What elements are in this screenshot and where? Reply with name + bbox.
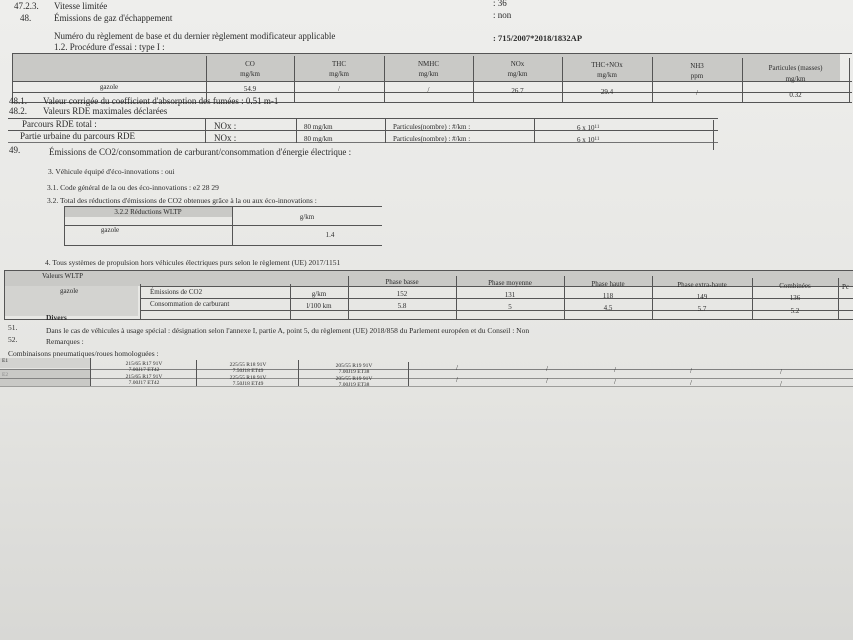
col-nh3-unit: ppm (690, 72, 704, 80)
tyre-slash-2: / (546, 365, 548, 373)
rde-total-nox-value: 80 mg/km (304, 123, 333, 131)
rde-total-particles-label: Particules(nombre) : #/km : (393, 123, 471, 131)
tyre-slash-7: / (546, 377, 548, 385)
tyre-slash-3: / (614, 366, 616, 374)
tyre-r1-size3: 205/55 R19 91V (335, 363, 373, 369)
eco-code: 3.1. Code général de la ou des éco-innovations : e2 28 29 (47, 183, 219, 192)
tyre-slash-1: / (456, 364, 458, 372)
rde-urban-nox-value: 80 mg/km (304, 135, 333, 143)
rde-total-nox-label: NOx : (214, 121, 237, 131)
wltp-co2-combined: 136 (789, 294, 801, 302)
col-particles: Particules (masses) (768, 64, 823, 72)
tyre-r2-rim2: 7.50J18 ET49 (232, 381, 264, 387)
tyre-r1-size1: 215/65 R17 91V (125, 361, 163, 367)
wltp-fuel-unit: l/100 km (306, 302, 332, 310)
tyre-r1-size2: 225/55 R18 91V (229, 362, 267, 368)
speed-limit-value: : 36 (493, 0, 507, 8)
wltp-fuel: gazole (60, 287, 79, 295)
value-thc-nox: 29.4 (600, 88, 614, 96)
remarks-label: Remarques : (46, 337, 84, 346)
wltp-co2-medium: 131 (504, 291, 516, 299)
wltp-title: Valeurs WLTP (42, 272, 84, 280)
item-number-481: 48.1. (9, 96, 27, 106)
exhaust-emissions-value: : non (493, 10, 512, 20)
speed-limit-label: Vitesse limitée (54, 1, 108, 11)
eco-equipped: 3. Véhicule équipé d'éco-innovations : oui (48, 167, 175, 176)
eco-total: 3.2. Total des réductions d'émissions de CO2 obtenues grâce à la ou aux éco-innovations : (47, 196, 317, 205)
rde-urban-particles-label: Particules(nombre) : #/km : (393, 135, 471, 143)
item-number-49: 49. (9, 145, 21, 155)
eco-table-header: 3.2.2 Réductions WLTP (114, 208, 182, 216)
phase-medium: Phase moyenne (488, 279, 532, 287)
rde-urban-particles-value: 6 x $10^{11}$ (577, 136, 600, 144)
tyre-r2-rim1: 7.00J17 ET42 (128, 380, 160, 386)
tyre-r2-rim3: 7.00J19 ET38 (338, 382, 370, 388)
value-nh3: / (696, 89, 698, 97)
rde-urban-nox-label: NOx : (214, 133, 237, 143)
col-nmhc-unit: mg/km (418, 70, 439, 78)
regulation-label: Numéro du règlement de base et du dernier règlement modificateur applicable (54, 31, 336, 41)
item-number-4723: 47.2.3. (14, 1, 39, 11)
rde-urban-label: Partie urbaine du parcours RDE (20, 131, 135, 141)
row-fuel-gazole: gazole (99, 83, 119, 91)
wltp-co2-low: 152 (396, 290, 408, 298)
rde-total-label: Parcours RDE total : (22, 119, 97, 129)
tyre-r1-rim3: 7.00J19 ET38 (338, 369, 370, 375)
col-nox-unit: mg/km (507, 70, 528, 78)
col-co: CO (245, 60, 255, 68)
phase-combined: Combinées (779, 282, 811, 290)
propulsion-heading: 4. Tous systèmes de propulsion hors véhicules électriques purs selon le règlement (UE) 2017/1151 (45, 258, 341, 267)
value-thc: / (338, 85, 340, 93)
col-particles-unit: mg/km (785, 75, 806, 83)
wltp-fuel-low: 5.8 (397, 302, 407, 310)
col-nmhc: NMHC (417, 60, 439, 68)
divers-heading: Divers (46, 313, 67, 322)
eco-row-value: 1.4 (325, 231, 335, 239)
phase-truncated: Pc (842, 283, 849, 291)
eco-table-unit: g/km (299, 213, 315, 221)
value-nox: 26.7 (511, 87, 524, 95)
smoke-absorption-text: Valeur corrigée du coefficient d'absorption des fumées : 0.51 m-1 (43, 96, 279, 106)
wltp-fuel-combined: 5.2 (790, 307, 800, 315)
phase-extra-high: Phase extra-haute (677, 281, 727, 289)
item-number-52: 52. (8, 335, 18, 344)
item-number-51: 51. (8, 323, 18, 332)
wltp-fuel-consumption-label: Consommation de carburant (150, 300, 230, 308)
tyre-slash-5: / (780, 368, 782, 376)
wltp-co2-extra-high: 149 (696, 293, 708, 301)
tyre-combinations-heading: Combinaisons pneumatiques/roues homologuées : (8, 349, 159, 358)
col-thc-nox: THC+NOx (591, 61, 623, 69)
tyre-row1-label: E1 (2, 358, 9, 364)
value-particles: 0.32 (789, 91, 802, 99)
value-co: 54.9 (243, 85, 257, 93)
tyre-r1-rim2: 7.50J18 ET49 (232, 368, 264, 374)
wltp-co2-high: 118 (602, 292, 614, 300)
co2-heading: Émissions de CO2/consommation de carburant/consommation d'énergie électrique : (49, 147, 352, 157)
col-nox: NOx (510, 60, 525, 68)
rde-total-particles-value: 6 x $10^{11}$ (577, 124, 600, 132)
tyre-row2-label: E2 (2, 372, 9, 378)
wltp-co2-unit: g/km (311, 290, 327, 298)
col-thc: THC (332, 60, 346, 68)
item-number-48: 48. (20, 13, 32, 23)
phase-high: Phase haute (591, 280, 625, 288)
tyre-slash-8: / (614, 378, 616, 386)
wltp-fuel-high: 4.5 (603, 304, 613, 312)
col-nh3: NH3 (690, 62, 704, 70)
tyre-r2-size2: 225/55 R18 91V (229, 375, 267, 381)
phase-low: Phase basse (385, 278, 419, 286)
wltp-fuel-medium: 5 (508, 303, 512, 311)
tyre-r2-size1: 215/65 R17 91V (125, 374, 163, 380)
wltp-co2-label: Émissions de CO2 (150, 288, 203, 296)
col-co-unit: mg/km (240, 70, 260, 78)
tyre-r1-rim1: 7.00J17 ET42 (128, 367, 160, 373)
exhaust-emissions-label: Émissions de gaz d'échappement (54, 13, 173, 23)
tyre-slash-6: / (456, 376, 458, 384)
col-thc-nox-unit: mg/km (597, 71, 617, 79)
tyre-slash-4: / (690, 367, 692, 375)
value-nmhc: / (427, 86, 430, 94)
regulation-value: : 715/2007*2018/1832AP (493, 33, 583, 43)
test-procedure-heading: 1.2. Procédure d'essai : type I : (54, 42, 165, 52)
eco-row-fuel: gazole (100, 226, 120, 234)
col-thc-unit: mg/km (329, 70, 349, 78)
tyre-slash-10: / (780, 380, 782, 388)
wltp-fuel-extra-high: 5.7 (697, 305, 707, 313)
tyre-r2-size3: 205/55 R19 91V (335, 376, 373, 382)
rde-values-heading: Valeurs RDE maximales déclarées (43, 106, 168, 116)
special-use-text: Dans le cas de véhicules à usage spécial : désignation selon l'annexe I, partie A, point 5, du règlement (UE) 2018/858 du Parlement européen et du Conseil : Non (46, 326, 530, 335)
item-number-482: 48.2. (9, 106, 27, 116)
tyre-slash-9: / (690, 379, 692, 387)
